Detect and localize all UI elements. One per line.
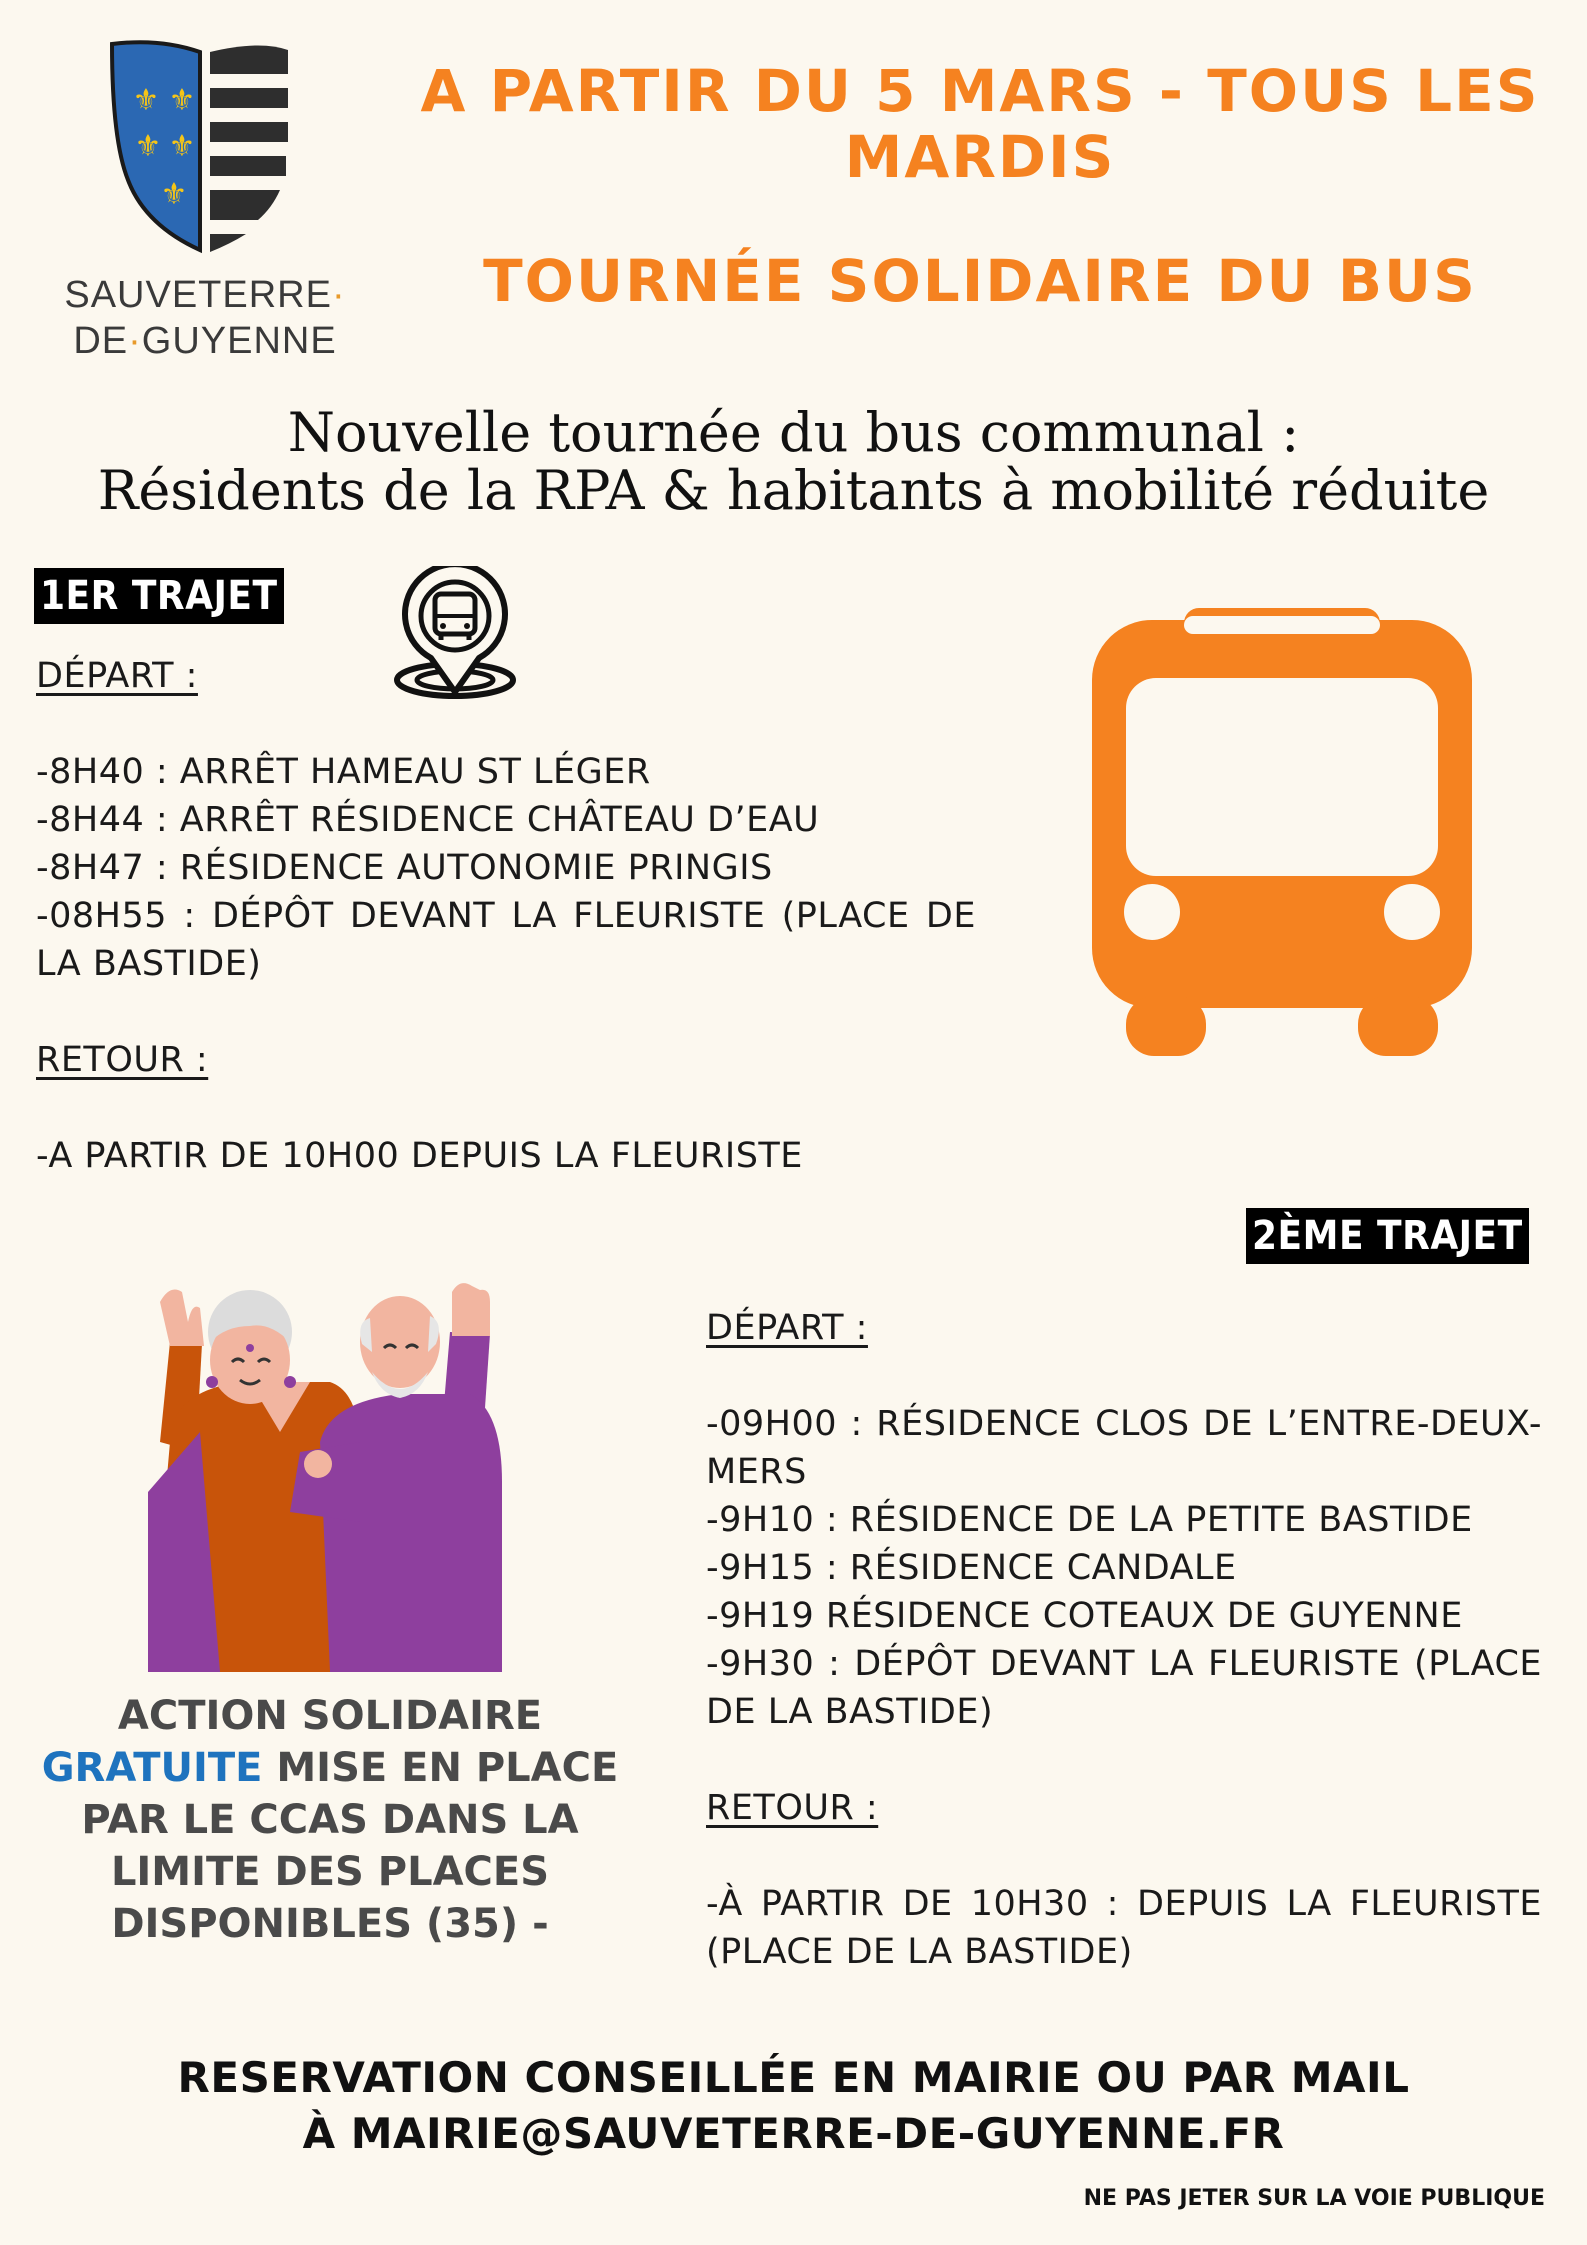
trip2-retour-label: RETOUR : xyxy=(706,1788,879,1828)
reservation-line1: RESERVATION CONSEILLÉE EN MAIRIE OU PAR MAIL xyxy=(177,2053,1410,2102)
trip1-tag: 1ER TRAJET xyxy=(34,568,284,624)
svg-text:⚜: ⚜ xyxy=(132,83,160,118)
footer-notice: NE PAS JETER SUR LA VOIE PUBLIQUE xyxy=(1083,2186,1545,2211)
trip1-depart-label: DÉPART : xyxy=(36,656,198,696)
trip1-stop: -8H44 : ARRÊT RÉSIDENCE CHÂTEAU D’EAU xyxy=(36,800,820,840)
trip2-retour: -À PARTIR DE 10H30 : DEPUIS LA FLEURISTE (PLACE DE LA BASTIDE) xyxy=(706,1884,1542,1972)
trip2-depart-label: DÉPART : xyxy=(706,1308,868,1348)
trip1-retour-label: RETOUR : xyxy=(36,1040,209,1080)
action-line4: LIMITE DES PLACES xyxy=(110,1849,550,1895)
header-line1: A PARTIR DU 5 MARS - TOUS LES xyxy=(420,57,1540,125)
svg-text:⚜: ⚜ xyxy=(168,129,196,164)
trip2-stop: -9H10 : RÉSIDENCE DE LA PETITE BASTIDE xyxy=(706,1500,1473,1540)
bus-icon xyxy=(1092,608,1472,1058)
logo-name-de: DE xyxy=(73,320,129,362)
trip1-stop: -08H55 : DÉPÔT DEVANT LA FLEURISTE (PLACE DE LA BASTIDE) xyxy=(36,896,976,984)
trip2-tag: 2ÈME TRAJET xyxy=(1246,1208,1529,1264)
shield-icon xyxy=(50,30,360,270)
svg-text:⚜: ⚜ xyxy=(134,129,162,164)
trip2-stop: -9H19 RÉSIDENCE COTEAUX DE GUYENNE xyxy=(706,1596,1463,1636)
logo-dot: · xyxy=(128,320,142,362)
header-title: TOURNÉE SOLIDAIRE DU BUS xyxy=(483,247,1477,315)
logo-name-line1: SAUVETERRE xyxy=(64,274,332,316)
reservation xyxy=(0,2050,1587,2162)
header-line2: MARDIS xyxy=(844,123,1116,191)
svg-text:⚜: ⚜ xyxy=(168,83,196,118)
svg-text:⚜: ⚜ xyxy=(160,177,188,212)
header-date xyxy=(420,58,1540,190)
subtitle-line1: Nouvelle tournée du bus communal : xyxy=(287,401,1300,464)
action-highlight-gratuite: GRATUITE xyxy=(41,1745,263,1791)
trip2-stop: -9H15 : RÉSIDENCE CANDALE xyxy=(706,1548,1237,1588)
subtitle-line2: Résidents de la RPA & habitants à mobilité réduite xyxy=(97,459,1490,522)
action-line2: MISE EN PLACE xyxy=(262,1745,619,1791)
trip2-stop: -9H30 : DÉPÔT DEVANT LA FLEURISTE (PLACE DE LA BASTIDE) xyxy=(706,1644,1542,1732)
trip1-block xyxy=(36,652,976,1180)
action-solidaire xyxy=(40,1690,620,1950)
trip1-stop: -8H40 : ARRÊT HAMEAU ST LÉGER xyxy=(36,752,651,792)
logo-name-guyenne: GUYENNE xyxy=(141,320,337,362)
action-line5: DISPONIBLES (35) - xyxy=(111,1901,549,1947)
trip2-block xyxy=(706,1304,1542,1976)
action-line1: ACTION SOLIDAIRE xyxy=(117,1693,543,1739)
elderly-couple-waving-illustration xyxy=(130,1282,530,1672)
logo xyxy=(50,30,360,360)
trip1-retour: -A PARTIR DE 10H00 DEPUIS LA FLEURISTE xyxy=(36,1136,803,1176)
action-line3: PAR LE CCAS DANS LA xyxy=(81,1797,579,1843)
trip1-stop: -8H47 : RÉSIDENCE AUTONOMIE PRINGIS xyxy=(36,848,773,888)
subtitle xyxy=(0,401,1587,522)
logo-dot: · xyxy=(331,274,346,316)
reservation-email: À MAIRIE@SAUVETERRE-DE-GUYENNE.FR xyxy=(302,2109,1285,2158)
trip2-stop: -09H00 : RÉSIDENCE CLOS DE L’ENTRE-DEUX-MERS xyxy=(706,1404,1542,1492)
